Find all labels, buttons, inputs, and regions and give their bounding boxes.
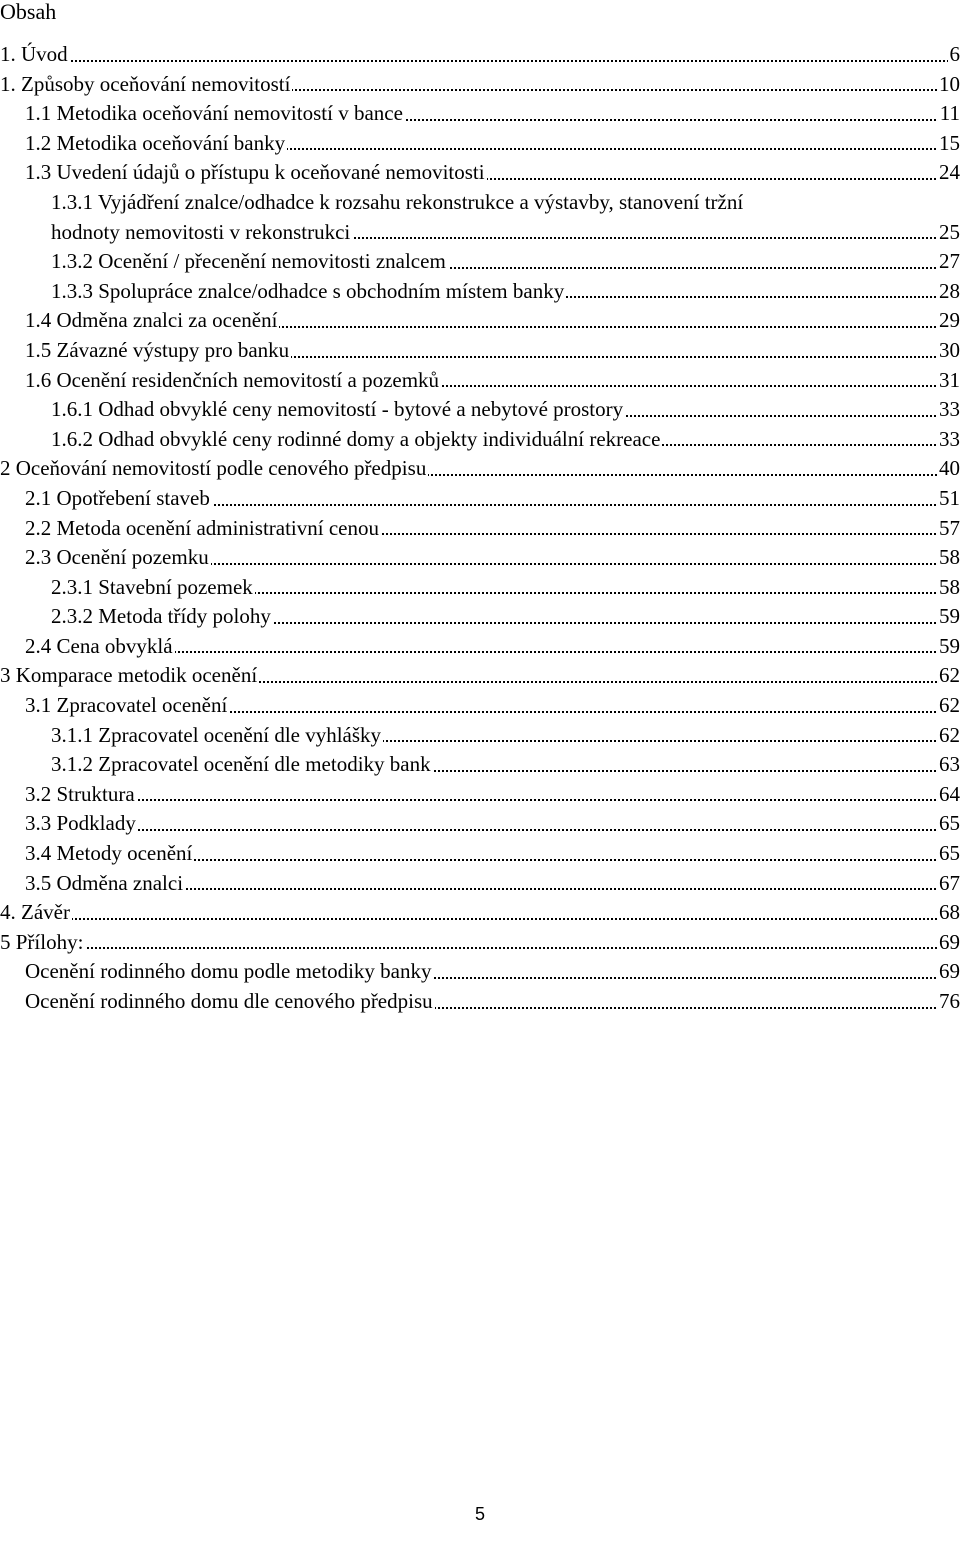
toc-entry[interactable] xyxy=(0,721,960,751)
toc-entry-page: 76 xyxy=(937,987,960,1017)
toc-entry-page: 40 xyxy=(937,454,960,484)
toc-entry-title: 1.6.1 Odhad obvyklé ceny nemovitostí - bytové a nebytové prostory xyxy=(51,395,625,425)
toc-entry-title: 1. Způsoby oceňování nemovitostí xyxy=(0,70,292,100)
toc-entry[interactable] xyxy=(0,306,960,336)
toc-entry-page: 65 xyxy=(937,839,960,869)
toc-entry[interactable] xyxy=(0,188,960,247)
toc-entry[interactable] xyxy=(0,158,960,188)
toc-entry[interactable] xyxy=(0,484,960,514)
toc-entry-title: 1.3 Uvedení údajů o přístupu k oceňované nemovitosti xyxy=(25,158,487,188)
toc-entry-page: 33 xyxy=(937,395,960,425)
toc-entry[interactable] xyxy=(0,425,960,455)
toc-entry[interactable] xyxy=(0,543,960,573)
toc-entry[interactable] xyxy=(0,602,960,632)
toc-entry-title: 3 Komparace metodik ocenění xyxy=(0,661,259,691)
toc-entry-page: 6 xyxy=(948,40,960,70)
toc-entry[interactable] xyxy=(0,395,960,425)
toc-entry-page: 62 xyxy=(937,721,960,751)
toc-entry-title: 2.3.1 Stavební pozemek xyxy=(51,573,255,603)
toc-entry-page: 57 xyxy=(937,514,960,544)
toc-entry[interactable] xyxy=(0,898,960,928)
dot-leader xyxy=(25,829,960,831)
toc-entry-page: 11 xyxy=(938,99,960,129)
toc-entry-title: 3.1 Zpracovatel ocenění xyxy=(25,691,229,721)
toc-entry[interactable] xyxy=(0,809,960,839)
toc-entry-title: 3.3 Podklady xyxy=(25,809,138,839)
toc-entry-title: 1.4 Odměna znalci za ocenění xyxy=(25,306,279,336)
toc-entry[interactable] xyxy=(0,454,960,484)
toc-entry-title: 1.3.3 Spolupráce znalce/odhadce s obchodním místem banky xyxy=(51,277,566,307)
toc-entry-page: 25 xyxy=(937,218,960,248)
toc-entry[interactable] xyxy=(0,99,960,129)
dot-leader xyxy=(25,799,960,801)
toc-entry-title: 3.1.1 Zpracovatel ocenění dle vyhlášky xyxy=(51,721,383,751)
toc-entry[interactable] xyxy=(0,277,960,307)
toc-entry-page: 62 xyxy=(937,691,960,721)
toc-entry[interactable] xyxy=(0,336,960,366)
toc-entry[interactable] xyxy=(0,869,960,899)
toc-entry-page: 28 xyxy=(937,277,960,307)
toc-entry-page: 58 xyxy=(937,573,960,603)
toc-entry-page: 63 xyxy=(937,750,960,780)
toc-entry-title: 2.3.2 Metoda třídy polohy xyxy=(51,602,273,632)
toc-entry-page: 68 xyxy=(937,898,960,928)
toc-entry-title: 2 Oceňování nemovitostí podle cenového předpisu xyxy=(0,454,428,484)
toc-entry[interactable] xyxy=(0,366,960,396)
toc-entry-title: 3.4 Metody ocenění xyxy=(25,839,194,869)
dot-leader xyxy=(0,60,960,62)
toc-entry-title: 2.3 Ocenění pozemku xyxy=(25,543,211,573)
toc-entry-page: 58 xyxy=(937,543,960,573)
toc-entry-page: 30 xyxy=(937,336,960,366)
toc-entry[interactable] xyxy=(0,691,960,721)
table-of-contents xyxy=(0,40,960,1017)
page-number: 5 xyxy=(474,1504,485,1524)
toc-entry-page: 69 xyxy=(937,957,960,987)
toc-entry-title-continued: hodnoty nemovitosti v rekonstrukci xyxy=(51,218,352,248)
toc-entry[interactable] xyxy=(0,928,960,958)
toc-entry-title: 1.3.2 Ocenění / přecenění nemovitosti znalcem xyxy=(51,247,448,277)
toc-entry-page: 51 xyxy=(937,484,960,514)
toc-entry-title: 3.1.2 Zpracovatel ocenění dle metodiky bank xyxy=(51,750,433,780)
toc-entry-title: 1.6 Ocenění residenčních nemovitostí a pozemků xyxy=(25,366,441,396)
toc-entry-page: 59 xyxy=(937,602,960,632)
toc-entry-title: 1. Úvod xyxy=(0,40,70,70)
toc-entry[interactable] xyxy=(0,70,960,100)
toc-entry-page: 59 xyxy=(937,632,960,662)
toc-entry-title: Ocenění rodinného domu podle metodiky banky xyxy=(25,957,434,987)
toc-entry[interactable] xyxy=(0,661,960,691)
toc-entry-title: 3.5 Odměna znalci xyxy=(25,869,185,899)
toc-entry-page: 10 xyxy=(937,70,960,100)
toc-entry-page: 69 xyxy=(937,928,960,958)
toc-entry-title: 5 Přílohy: xyxy=(0,928,85,958)
toc-entry[interactable] xyxy=(0,247,960,277)
toc-entry-page: 64 xyxy=(937,780,960,810)
toc-entry-page: 29 xyxy=(937,306,960,336)
toc-entry-title: Ocenění rodinného domu dle cenového předpisu xyxy=(25,987,435,1017)
toc-entry-page: 33 xyxy=(937,425,960,455)
dot-leader xyxy=(0,918,960,920)
toc-heading: Obsah xyxy=(0,0,57,24)
toc-entry[interactable] xyxy=(0,514,960,544)
toc-entry-page: 24 xyxy=(937,158,960,188)
toc-entry[interactable] xyxy=(0,40,960,70)
toc-entry[interactable] xyxy=(0,957,960,987)
toc-entry-title: 1.6.2 Odhad obvyklé ceny rodinné domy a objekty individuální rekreace xyxy=(51,425,662,455)
toc-entry[interactable] xyxy=(0,750,960,780)
toc-entry[interactable] xyxy=(0,129,960,159)
toc-entry-title: 2.1 Opotřebení staveb xyxy=(25,484,212,514)
toc-entry-title: 1.3.1 Vyjádření znalce/odhadce k rozsahu rekonstrukce a výstavby, stanovení tržní xyxy=(51,188,743,218)
toc-entry-title: 1.1 Metodika oceňování nemovitostí v bance xyxy=(25,99,405,129)
toc-entry-title: 1.5 Závazné výstupy pro banku xyxy=(25,336,291,366)
toc-entry[interactable] xyxy=(0,987,960,1017)
toc-entry-title: 1.2 Metodika oceňování banky xyxy=(25,129,287,159)
toc-entry-page: 15 xyxy=(937,129,960,159)
toc-entry-page: 27 xyxy=(937,247,960,277)
toc-entry-page: 31 xyxy=(937,366,960,396)
dot-leader xyxy=(0,947,960,949)
toc-entry[interactable] xyxy=(0,780,960,810)
toc-entry-page: 65 xyxy=(937,809,960,839)
toc-entry[interactable] xyxy=(0,839,960,869)
toc-entry-title: 3.2 Struktura xyxy=(25,780,137,810)
toc-entry-title: 2.4 Cena obvyklá xyxy=(25,632,175,662)
toc-entry-page: 67 xyxy=(937,869,960,899)
toc-entry-page: 62 xyxy=(937,661,960,691)
toc-entry-title: 4. Závěr xyxy=(0,898,72,928)
toc-entry[interactable] xyxy=(0,573,960,603)
toc-entry[interactable] xyxy=(0,632,960,662)
toc-entry-title: 2.2 Metoda ocenění administrativní cenou xyxy=(25,514,381,544)
